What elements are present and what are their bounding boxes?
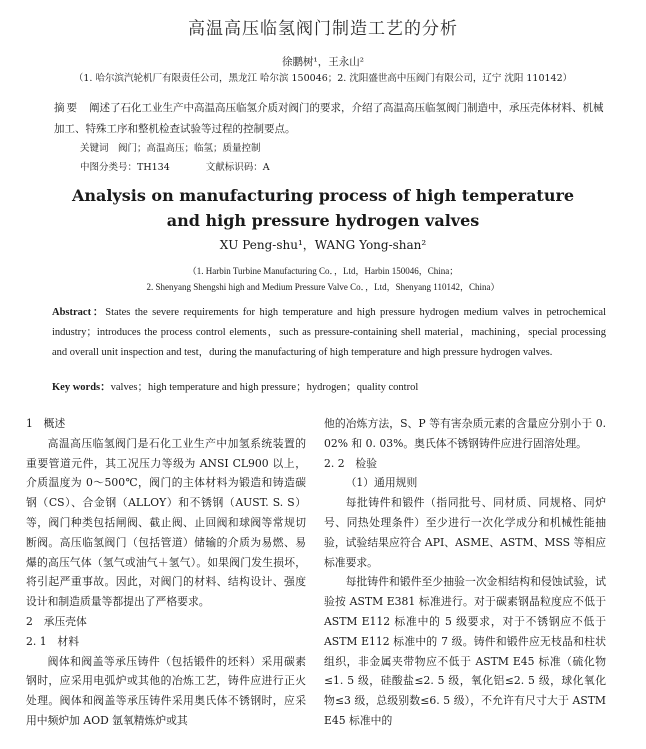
keywords-en-label: Key words： bbox=[52, 382, 111, 393]
affiliations-cn: （1. 哈尔滨汽轮机厂有限责任公司，黑龙江 哈尔滨 150046；2. 沈阳盛世高中压阀门有限公司，辽宁 沈阳 110142） bbox=[73, 73, 573, 84]
abstract-cn-label: 摘要 bbox=[54, 102, 79, 114]
authors-en: XU Peng-shu¹，WANG Yong-shan² bbox=[219, 238, 427, 252]
affiliation-en-2: 2. Shenyang Shengshi high and Medium Pressure Valve Co．，Ltd，Shenyang 110142，China） bbox=[146, 282, 500, 292]
subsubsection-heading: （1）通用规则 bbox=[345, 476, 418, 490]
keywords-cn: 关键词 阀门；高温高压；临氢；质量控制 bbox=[80, 143, 261, 154]
abstract-en bbox=[52, 303, 606, 363]
document-code: 文献标识码：A bbox=[205, 162, 270, 173]
section-heading-2: 2 承压壳体 bbox=[26, 614, 87, 628]
classification-cn bbox=[80, 159, 306, 173]
abstract-cn-text: 阐述了石化工业生产中高温高压临氢介质对阀门的要求，介绍了高温高压临氢阀门制造中，承压壳体材料、机械加工、特殊工序和整机检查试验等过程的控制要点。 bbox=[54, 102, 604, 135]
subsection-heading-2-1: 2. 1 材料 bbox=[26, 634, 79, 648]
paragraph: 高温高压临氢阀门是石化工业生产中加氢系统装置的重要管道元件，其工况压力等级为 ANSI CL900 以上，介质温度为 0～500℃，阀门的主体材料为锻造和铸造碳钢（CS）、合金钢（ALLOY）和不锈钢（AUST. S. S）等，阀门种类包括闸阀、截止阀、止回阀和球阀等常规切断阀。高压临氢阀门（包括管道）储输的介质为易燃、易爆的高压气体（氢气或油气＋氢气）。如果阀门发生损坏，将引起严重事故。因此，对阀门的材料、结构设计、强度设计和制造质量等都提出了严格要求。 bbox=[26, 436, 306, 609]
clc-number: 中图分类号：TH134 bbox=[80, 162, 170, 173]
authors-cn: 徐鹏树¹，王永山² bbox=[282, 56, 364, 68]
abstract-cn bbox=[54, 98, 606, 140]
body-right-column bbox=[324, 414, 606, 731]
keywords-en bbox=[52, 379, 418, 394]
abstract-en-label: Abstract： bbox=[52, 307, 106, 318]
section-heading-1: 1 概述 bbox=[26, 417, 66, 430]
keywords-en-text: valves；high temperature and high pressure；hydrogen；quality control bbox=[110, 382, 419, 393]
affiliation-en-1: （1. Harbin Turbine Manufacturing Co．，Ltd，Harbin 150046，China； bbox=[187, 266, 459, 276]
abstract-en-text: States the severe requirements for high temperature and high pressure hydrogen medium valves in petrochemical industry；introduces the process control elements，such as pressure-containing shell material，machining，special processing and overall unit inspection and test，during the manufacturing of high temperature and high pressure hydrogen valves. bbox=[52, 307, 606, 358]
paragraph: 他的冶炼方法，S、P 等有害杂质元素的含量应分别小于 0. 02% 和 0. 03%。奥氏体不锈钢铸件应进行固溶处理。 bbox=[324, 417, 606, 450]
paragraph: 每批铸件和锻件至少抽验一次金相结构和侵蚀试验，试验按 ASTM E381 标准进行。对于碳素钢晶粒度应不低于 ASTM E112 标准中的 5 级要求，对于不锈钢应不低于 ASTM E112 标准中的 7 级。铸件和锻件应无枝晶和柱状组织，非金属夹带物应不低于 ASTM E45 标准（硫化物≤1. 5 级，硅酸盐≤2. 5 级，氧化铝≤2. 5 级，球化氧化物≤3 级，总级别数≤6. 5 级），不允许有尺寸大于 ASTM E45 标准中的 bbox=[324, 575, 606, 727]
paper-title-en bbox=[0, 183, 646, 233]
paragraph: 每批铸件和锻件（指同批号、同材质、同规格、同炉号、同热处理条件）至少进行一次化学成分和机械性能抽验，试验结果应符合 API、ASME、ASTM、MSS 等相应标准要求。 bbox=[324, 496, 606, 569]
title-en-line2: and high pressure hydrogen valves bbox=[166, 211, 480, 230]
body-left-column bbox=[26, 414, 306, 731]
paragraph: 阀体和阀盖等承压铸件（包括锻件的坯料）采用碳素钢时，应采用电弧炉或其他的冶炼工艺，铸件应进行正火处理。阀体和阀盖等承压铸件采用奥氏体不锈钢时，应采用中频炉加 AOD 氩氧精炼炉或其 bbox=[26, 654, 306, 727]
paper-title-cn: 高温高压临氢阀门制造工艺的分析 bbox=[188, 19, 458, 39]
subsection-heading-2-2: 2. 2 检验 bbox=[324, 456, 377, 470]
title-en-line1: Analysis on manufacturing process of high temperature bbox=[71, 186, 575, 205]
